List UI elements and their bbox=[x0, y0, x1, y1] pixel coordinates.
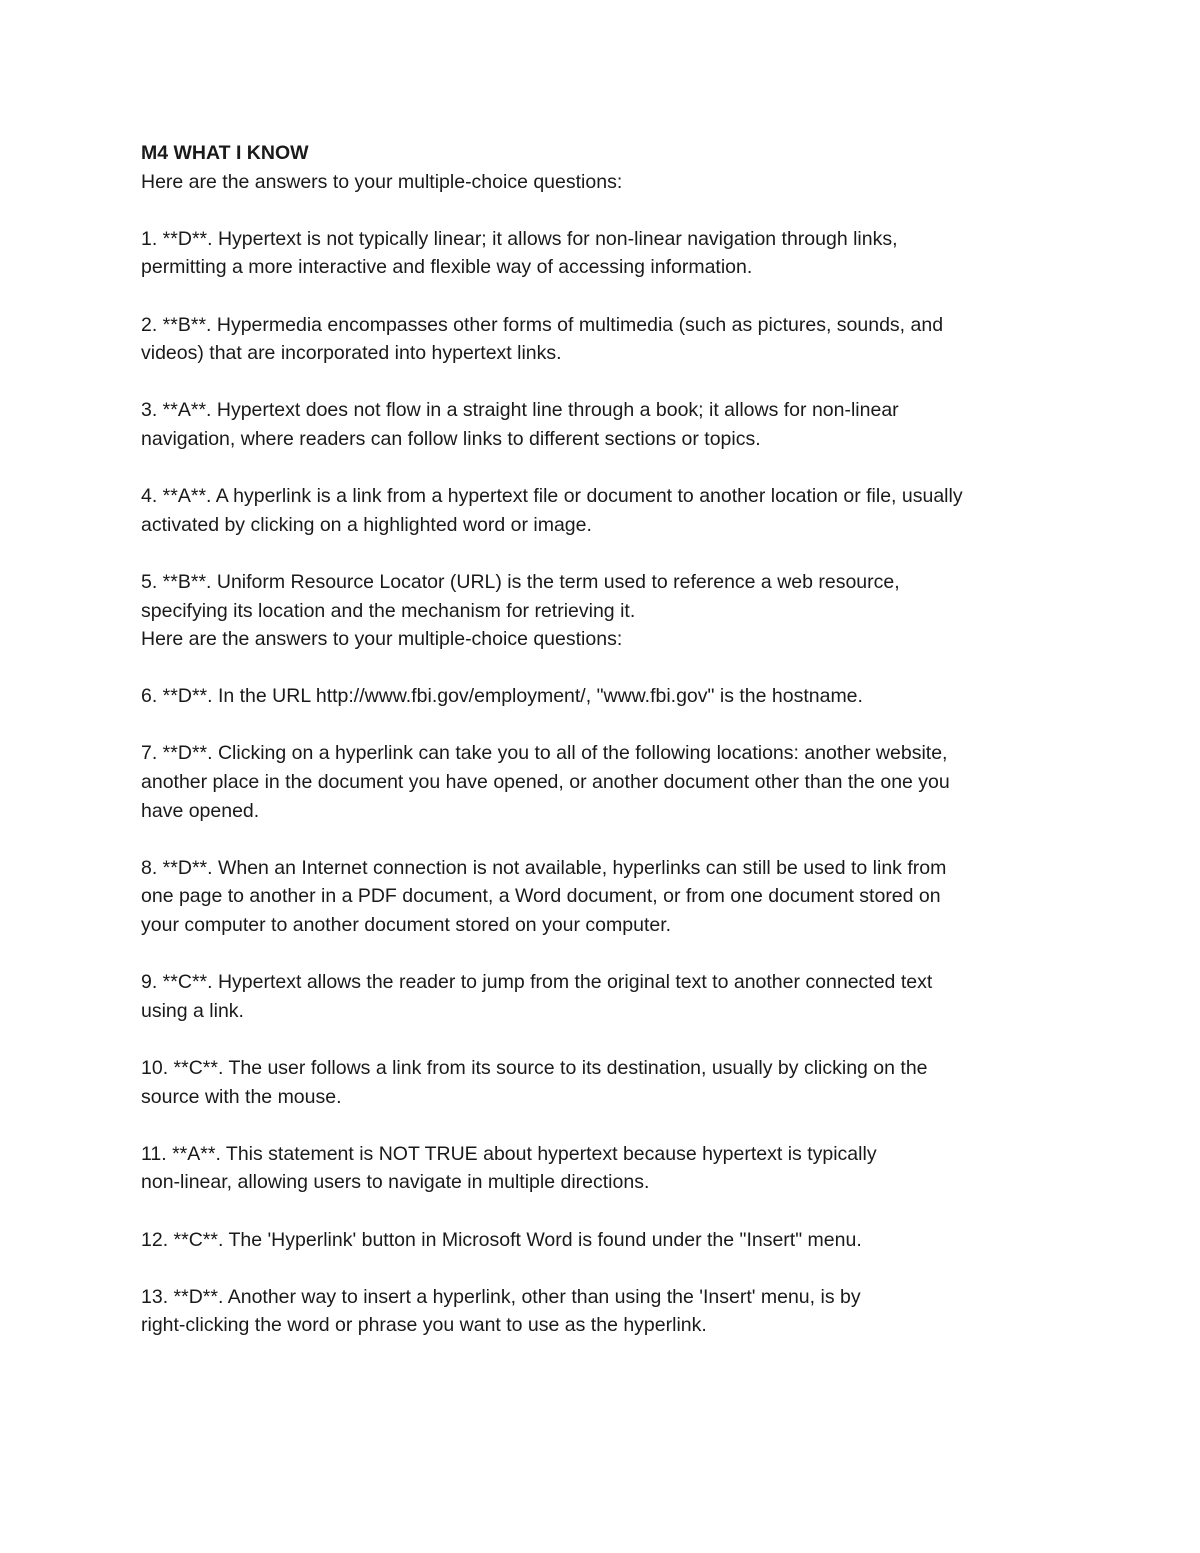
blank-line bbox=[141, 825, 1061, 854]
answer-7-line-2: another place in the document you have opened, or another document other than the one you bbox=[141, 771, 950, 794]
intro-text: Here are the answers to your multiple-choice questions: bbox=[141, 170, 623, 193]
blank-line bbox=[141, 940, 1061, 969]
answer-4 bbox=[141, 482, 1061, 539]
answer-1-line-1: 1. **D**. Hypertext is not typically linear; it allows for non-linear navigation through links, bbox=[141, 227, 898, 250]
intro-text-repeat: Here are the answers to your multiple-choice questions: bbox=[141, 628, 623, 651]
blank-line bbox=[141, 368, 1061, 397]
answer-8-line-3: your computer to another document stored on your computer. bbox=[141, 914, 672, 937]
answer-7 bbox=[141, 739, 1061, 825]
answer-5-line-2: specifying its location and the mechanism for retrieving it. bbox=[141, 599, 636, 622]
answer-10 bbox=[141, 1054, 1061, 1111]
answer-7-line-1: 7. **D**. Clicking on a hyperlink can take you to all of the following locations: another website, bbox=[141, 742, 948, 765]
answer-5-line-1: 5. **B**. Uniform Resource Locator (URL) is the term used to reference a web resource, bbox=[141, 570, 900, 593]
blank-line bbox=[141, 196, 1061, 225]
blank-line bbox=[141, 1111, 1061, 1140]
answer-2-line-2: videos) that are incorporated into hypertext links. bbox=[141, 342, 562, 365]
blank-line bbox=[141, 454, 1061, 483]
answer-8-line-2: one page to another in a PDF document, a Word document, or from one document stored on bbox=[141, 885, 941, 908]
answer-1-line-2: permitting a more interactive and flexible way of accessing information. bbox=[141, 256, 753, 279]
answer-2-line-1: 2. **B**. Hypermedia encompasses other forms of multimedia (such as pictures, sounds, and bbox=[141, 313, 944, 336]
answer-8 bbox=[141, 854, 1061, 940]
answer-6-line-1: 6. **D**. In the URL http://www.fbi.gov/employment/, "www.fbi.gov" is the hostname. bbox=[141, 685, 863, 708]
answer-9-line-2: using a link. bbox=[141, 999, 244, 1022]
answer-13-line-1: 13. **D**. Another way to insert a hyperlink, other than using the 'Insert' menu, is by bbox=[141, 1285, 861, 1308]
blank-line bbox=[141, 1197, 1061, 1226]
document-body bbox=[141, 139, 1061, 1340]
answer-1 bbox=[141, 225, 1061, 282]
document-title: M4 WHAT I KNOW bbox=[141, 142, 309, 164]
blank-line bbox=[141, 539, 1061, 568]
blank-line bbox=[141, 711, 1061, 740]
answer-8-line-1: 8. **D**. When an Internet connection is not available, hyperlinks can still be used to link from bbox=[141, 856, 947, 879]
answer-12-line-1: 12. **C**. The 'Hyperlink' button in Microsoft Word is found under the "Insert" menu. bbox=[141, 1228, 862, 1251]
answer-9 bbox=[141, 968, 1061, 1025]
blank-line bbox=[141, 282, 1061, 311]
blank-line bbox=[141, 1254, 1061, 1283]
answer-9-line-1: 9. **C**. Hypertext allows the reader to jump from the original text to another connected text bbox=[141, 971, 933, 994]
answer-6 bbox=[141, 682, 1061, 711]
answer-7-line-3: have opened. bbox=[141, 799, 260, 822]
answer-4-line-1: 4. **A**. A hyperlink is a link from a hypertext file or document to another location or file, usually bbox=[141, 485, 963, 508]
answer-10-line-1: 10. **C**. The user follows a link from its source to its destination, usually by clicking on the bbox=[141, 1057, 928, 1079]
answer-3-line-2: navigation, where readers can follow links to different sections or topics. bbox=[141, 427, 761, 450]
answer-3 bbox=[141, 396, 1061, 453]
answer-3-line-1: 3. **A**. Hypertext does not flow in a straight line through a book; it allows for non-linear bbox=[141, 399, 899, 422]
blank-line bbox=[141, 1025, 1061, 1054]
answer-4-line-2: activated by clicking on a highlighted word or image. bbox=[141, 513, 592, 536]
answer-13-line-2: right-clicking the word or phrase you want to use as the hyperlink. bbox=[141, 1314, 707, 1337]
answer-5 bbox=[141, 568, 1061, 625]
answer-11-line-1: 11. **A**. This statement is NOT TRUE about hypertext because hypertext is typically bbox=[141, 1142, 877, 1165]
answer-11 bbox=[141, 1140, 1061, 1197]
answer-11-line-2: non-linear, allowing users to navigate in multiple directions. bbox=[141, 1171, 650, 1194]
answer-13 bbox=[141, 1283, 1061, 1340]
answer-12 bbox=[141, 1226, 1061, 1255]
blank-line bbox=[141, 654, 1061, 683]
answer-10-line-2: source with the mouse. bbox=[141, 1085, 342, 1108]
answer-2 bbox=[141, 311, 1061, 368]
